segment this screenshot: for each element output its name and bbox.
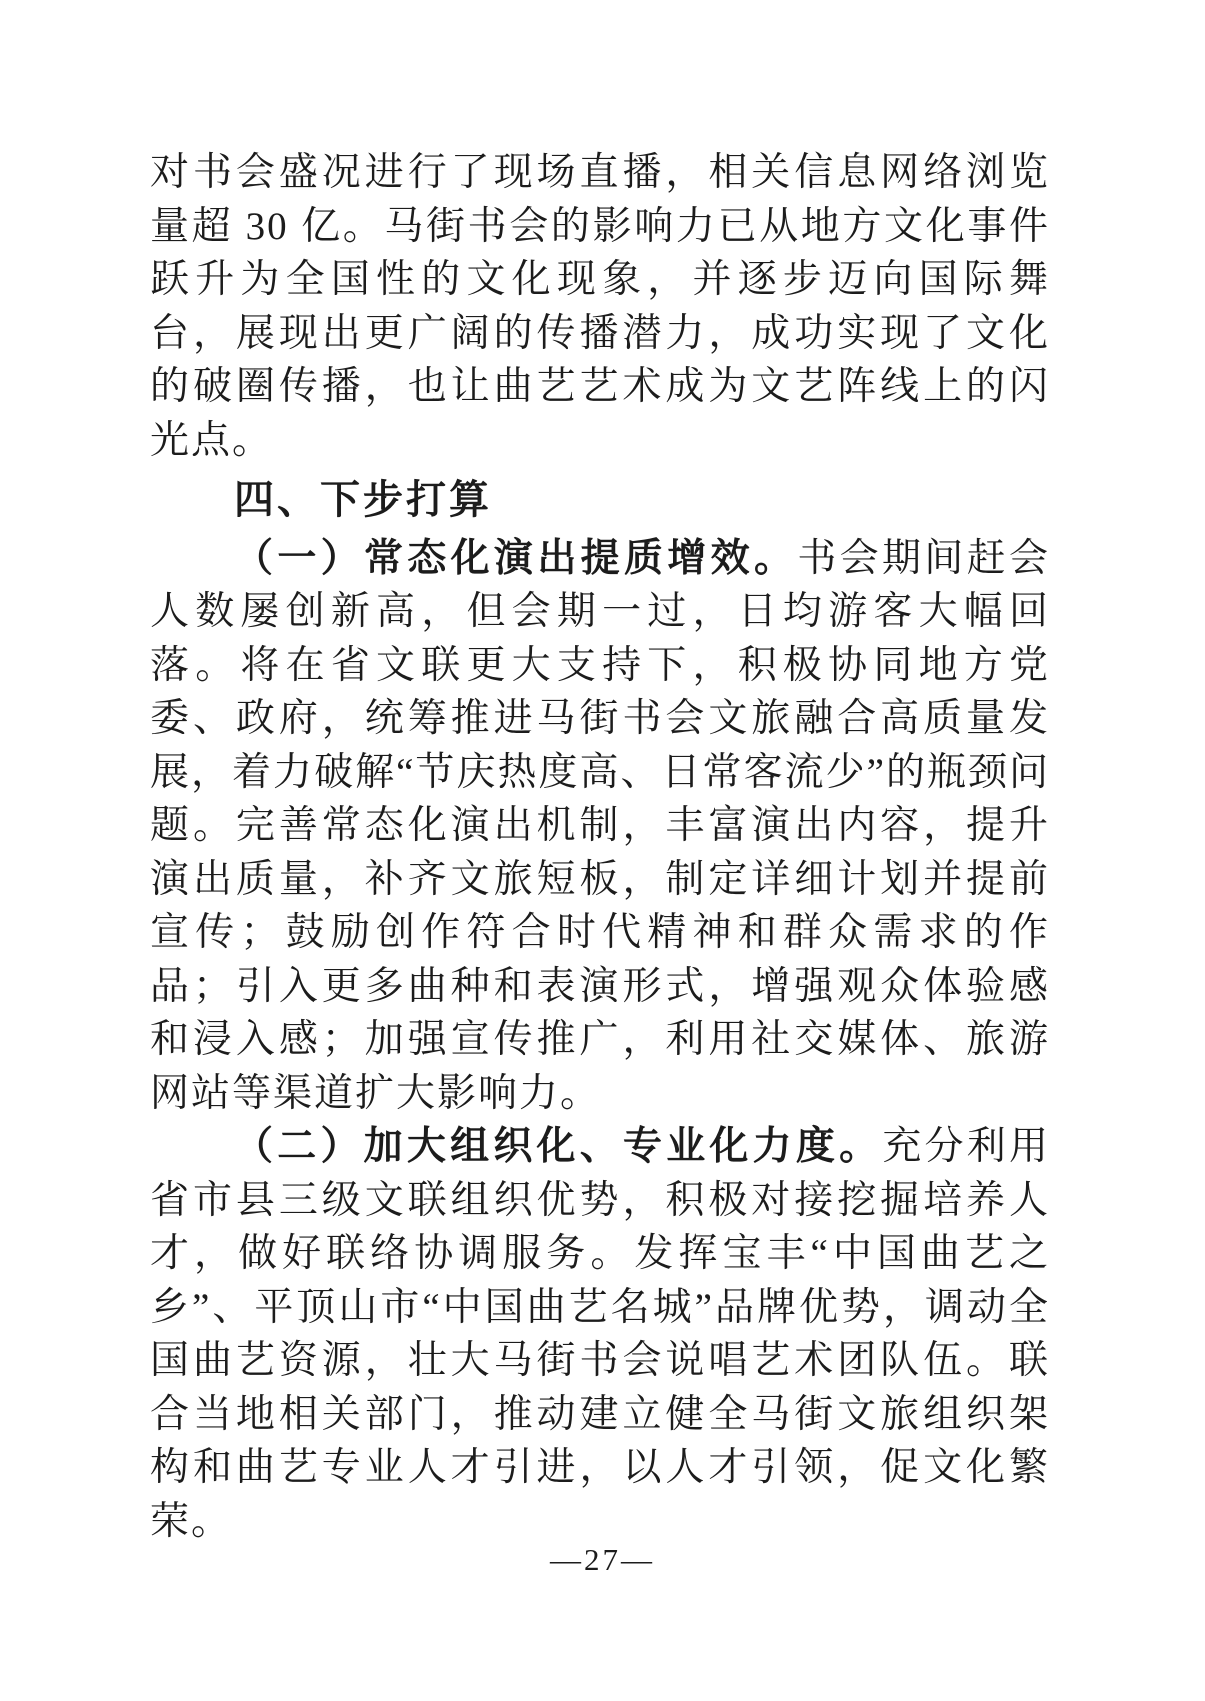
item-1-body: 书会期间赶会人数屡创新高，但会期一过，日均游客大幅回落。将在省文联更大支持下，积极协同地方党委、政府，统筹推进马街书会文旅融合高质量发展，着力破解“节庆热度高、日常客流少”的瓶颈问题。完善常态化演出机制，丰富演出内容，提升演出质量，补齐文旅短板，制定详细计划并提前宣传；鼓励创作符合时代精神和群众需求的作品；引入更多曲种和表演形式，增强观众体验感和浸入感；加强宣传推广，利用社交媒体、旅游网站等渠道扩大影响力。	[150, 536, 1050, 1115]
paragraph-continuation: 对书会盛况进行了现场直播，相关信息网络浏览量超 30 亿。马街书会的影响力已从地方文化事件跃升为全国性的文化现象，并逐步迈向国际舞台，展现出更广阔的传播潜力，成功实现了文化的破圈传播，也让曲艺艺术成为文艺阵线上的闪光点。	[150, 151, 1050, 462]
page-number: —27—	[550, 1542, 655, 1577]
text-column	[150, 146, 1050, 1548]
item-2-body: 充分利用省市县三级文联组织优势，积极对接挖掘培养人才，做好联络协调服务。发挥宝丰“中国曲艺之乡”、平顶山市“中国曲艺名城”品牌优势，调动全国曲艺资源，壮大马街书会说唱艺术团队伍。联合当地相关部门，推动建立健全马街文旅组织架构和曲艺专业人才引进，以人才引领，促文化繁荣。	[150, 1125, 1050, 1543]
section-heading: 四、下步打算	[234, 478, 492, 522]
paragraph-item-1	[150, 532, 1050, 1121]
item-1-lead: （一）常态化演出提质增效。	[234, 536, 798, 580]
item-2-lead: （二）加大组织化、专业化力度。	[234, 1125, 883, 1168]
page-footer	[0, 1540, 1205, 1580]
paragraph-item-2	[150, 1120, 1050, 1548]
